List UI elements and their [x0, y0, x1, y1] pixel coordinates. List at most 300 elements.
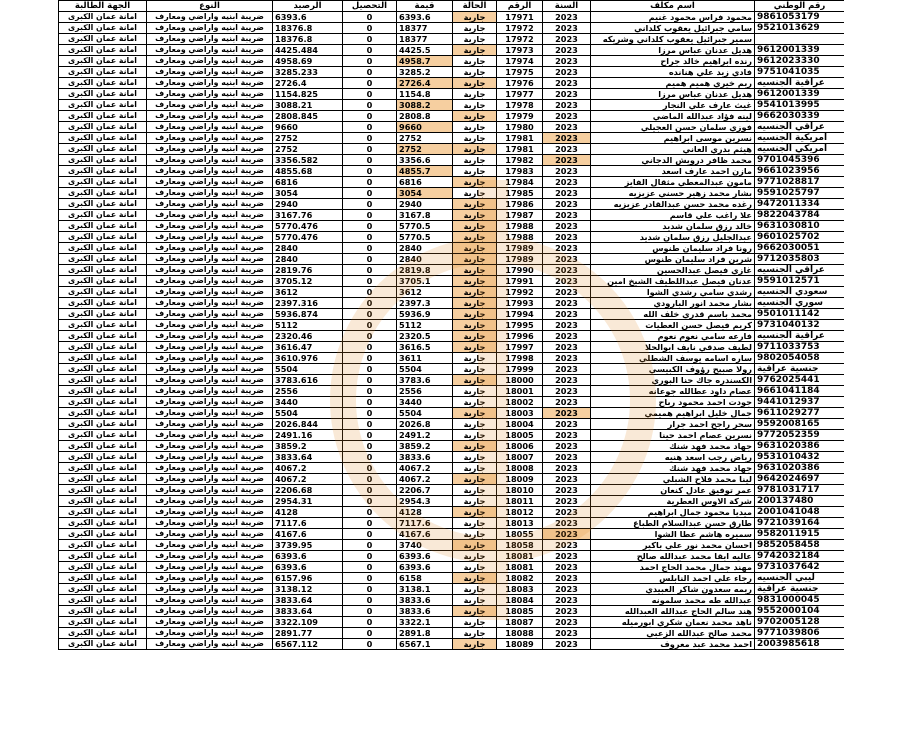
balance-cell: 6393.6 [273, 562, 343, 573]
value-cell: 9660 [397, 122, 453, 133]
type-cell: ضريبة ابنيه واراضي ومعارف [147, 408, 273, 419]
table-row [59, 573, 845, 584]
name-cell: جهاد محمد فهد شنك [591, 441, 755, 452]
value-cell: 3833.6 [397, 595, 453, 606]
balance-cell: 4958.69 [273, 56, 343, 67]
year-cell: 2023 [543, 353, 591, 364]
name-cell: سمير جبرائيل يعقوب كلداني وشريكه [591, 34, 755, 45]
national-id-cell: سوري الجنسيه [755, 298, 845, 309]
value-cell: 6393.6 [397, 562, 453, 573]
record-number-cell: 18082 [497, 573, 543, 584]
year-cell: 2023 [543, 309, 591, 320]
col-header-type: النوع [147, 1, 273, 12]
year-cell: 2023 [543, 34, 591, 45]
authority-cell: امانة عمان الكبرى [59, 122, 147, 133]
value-cell: 5770.5 [397, 232, 453, 243]
year-cell: 2023 [543, 463, 591, 474]
value-cell: 3054 [397, 188, 453, 199]
value-cell: 2026.8 [397, 419, 453, 430]
year-cell: 2023 [543, 287, 591, 298]
table-row [59, 551, 845, 562]
collection-cell: 0 [343, 133, 397, 144]
authority-cell: امانة عمان الكبرى [59, 56, 147, 67]
collection-cell: 0 [343, 23, 397, 34]
authority-cell: امانة عمان الكبرى [59, 309, 147, 320]
year-cell: 2023 [543, 419, 591, 430]
table-row [59, 562, 845, 573]
table-row [59, 298, 845, 309]
collection-cell: 0 [343, 298, 397, 309]
balance-cell: 3322.109 [273, 617, 343, 628]
status-cell: جارية [453, 254, 497, 265]
authority-cell: امانة عمان الكبرى [59, 595, 147, 606]
type-cell: ضريبة ابنيه واراضي ومعارف [147, 463, 273, 474]
year-cell: 2023 [543, 111, 591, 122]
table-row [59, 386, 845, 397]
collection-cell: 0 [343, 56, 397, 67]
balance-cell: 2726.4 [273, 78, 343, 89]
year-cell: 2023 [543, 45, 591, 56]
record-number-cell: 17984 [497, 177, 543, 188]
value-cell: 5504 [397, 364, 453, 375]
status-cell: جارية [453, 320, 497, 331]
record-number-cell: 18088 [497, 628, 543, 639]
type-cell: ضريبة ابنيه واراضي ومعارف [147, 276, 273, 287]
year-cell: 2023 [543, 507, 591, 518]
national-id-cell: 9611029277 [755, 408, 845, 419]
table-row [59, 496, 845, 507]
national-id-cell: 9861053179 [755, 12, 845, 23]
collection-cell: 0 [343, 573, 397, 584]
year-cell: 2023 [543, 452, 591, 463]
collection-cell: 0 [343, 232, 397, 243]
year-cell: 2023 [543, 199, 591, 210]
value-cell: 1154.8 [397, 89, 453, 100]
name-cell: رونا فراد سليمان طنوس [591, 243, 755, 254]
type-cell: ضريبة ابنيه واراضي ومعارف [147, 89, 273, 100]
value-cell: 3167.8 [397, 210, 453, 221]
name-cell: محمود فراس محمود غنيم [591, 12, 755, 23]
balance-cell: 3612 [273, 287, 343, 298]
national-id-cell: 9642024697 [755, 474, 845, 485]
national-id-cell: امريكية الجنسيه [755, 133, 845, 144]
authority-cell: امانة عمان الكبرى [59, 34, 147, 45]
status-cell: جارية [453, 155, 497, 166]
record-number-cell: 17974 [497, 56, 543, 67]
balance-cell: 2840 [273, 254, 343, 265]
table-row [59, 364, 845, 375]
name-cell: لطيف صدقي نايف ابوالحلا [591, 342, 755, 353]
national-id-cell: جنسية عراقية [755, 584, 845, 595]
value-cell: 2206.7 [397, 485, 453, 496]
status-cell: جارية [453, 78, 497, 89]
type-cell: ضريبة ابنيه واراضي ومعارف [147, 485, 273, 496]
national-id-cell: 9771039806 [755, 628, 845, 639]
year-cell: 2023 [543, 430, 591, 441]
collection-cell: 0 [343, 397, 397, 408]
value-cell: 2320.5 [397, 331, 453, 342]
year-cell: 2023 [543, 617, 591, 628]
balance-cell: 4167.6 [273, 529, 343, 540]
national-id-cell: جنسية عراقية [755, 364, 845, 375]
value-cell: 6393.6 [397, 551, 453, 562]
status-cell: جارية [453, 177, 497, 188]
status-cell: جارية [453, 56, 497, 67]
value-cell: 3616.5 [397, 342, 453, 353]
value-cell: 5112 [397, 320, 453, 331]
authority-cell: امانة عمان الكبرى [59, 408, 147, 419]
national-id-cell: عراقي الجنسيه [755, 122, 845, 133]
authority-cell: امانة عمان الكبرى [59, 353, 147, 364]
table-row [59, 639, 845, 650]
national-id-cell: 9591025797 [755, 188, 845, 199]
table-row [59, 78, 845, 89]
name-cell: بشار محمد زهير حسني عزيزيه [591, 188, 755, 199]
balance-cell: 3138.12 [273, 584, 343, 595]
name-cell: مهند جمال محمد الحاج احمد [591, 562, 755, 573]
status-cell: جارية [453, 144, 497, 155]
table-row [59, 265, 845, 276]
balance-cell: 2752 [273, 133, 343, 144]
name-cell: هديل عدنان عباس مرزا [591, 45, 755, 56]
collection-cell: 0 [343, 430, 397, 441]
authority-cell: امانة عمان الكبرى [59, 441, 147, 452]
table-row [59, 518, 845, 529]
year-cell: 2023 [543, 595, 591, 606]
record-number-cell: 17971 [497, 12, 543, 23]
collection-cell: 0 [343, 551, 397, 562]
year-cell: 2023 [543, 243, 591, 254]
record-number-cell: 17989 [497, 243, 543, 254]
year-cell: 2023 [543, 89, 591, 100]
record-number-cell: 17995 [497, 320, 543, 331]
authority-cell: امانة عمان الكبرى [59, 551, 147, 562]
name-cell: غازي فيصل عبدالحسين [591, 265, 755, 276]
year-cell: 2023 [543, 265, 591, 276]
collection-cell: 0 [343, 617, 397, 628]
year-cell: 2023 [543, 78, 591, 89]
national-id-cell: 9441012937 [755, 397, 845, 408]
authority-cell: امانة عمان الكبرى [59, 375, 147, 386]
name-cell: ساره اسامه يوسف الشطلي [591, 353, 755, 364]
national-id-cell: 9822043784 [755, 210, 845, 221]
year-cell: 2023 [543, 496, 591, 507]
year-cell: 2023 [543, 639, 591, 650]
status-cell: جارية [453, 199, 497, 210]
national-id-cell: امريكي الجنسيه [755, 144, 845, 155]
year-cell: 2023 [543, 386, 591, 397]
type-cell: ضريبة ابنيه واراضي ومعارف [147, 298, 273, 309]
national-id-cell: 9662030051 [755, 243, 845, 254]
national-id-cell: 9531010432 [755, 452, 845, 463]
value-cell: 4067.2 [397, 463, 453, 474]
table-row [59, 474, 845, 485]
status-cell: جارية [453, 595, 497, 606]
status-cell: جارية [453, 287, 497, 298]
authority-cell: امانة عمان الكبرى [59, 287, 147, 298]
national-id-cell: 9661023956 [755, 166, 845, 177]
type-cell: ضريبة ابنيه واراضي ومعارف [147, 45, 273, 56]
collection-cell: 0 [343, 12, 397, 23]
authority-cell: امانة عمان الكبرى [59, 320, 147, 331]
name-cell: فادي زيد علي هنانده [591, 67, 755, 78]
type-cell: ضريبة ابنيه واراضي ومعارف [147, 386, 273, 397]
type-cell: ضريبة ابنيه واراضي ومعارف [147, 617, 273, 628]
year-cell: 2023 [543, 12, 591, 23]
type-cell: ضريبة ابنيه واراضي ومعارف [147, 375, 273, 386]
value-cell: 5504 [397, 408, 453, 419]
type-cell: ضريبة ابنيه واراضي ومعارف [147, 551, 273, 562]
authority-cell: امانة عمان الكبرى [59, 518, 147, 529]
balance-cell: 4425.484 [273, 45, 343, 56]
status-cell: جارية [453, 573, 497, 584]
table-row [59, 177, 845, 188]
authority-cell: امانة عمان الكبرى [59, 507, 147, 518]
year-cell: 2023 [543, 518, 591, 529]
collection-cell: 0 [343, 243, 397, 254]
status-cell: جارية [453, 232, 497, 243]
record-number-cell: 18012 [497, 507, 543, 518]
status-cell: جارية [453, 364, 497, 375]
balance-cell: 6157.96 [273, 573, 343, 584]
status-cell: جارية [453, 342, 497, 353]
name-cell: بشار محمد انور البارودي [591, 298, 755, 309]
status-cell: جارية [453, 397, 497, 408]
balance-cell: 5936.874 [273, 309, 343, 320]
name-cell: ريم خيري هميم هميم [591, 78, 755, 89]
national-id-cell: ليبي الجنسيه [755, 573, 845, 584]
record-number-cell: 17993 [497, 298, 543, 309]
type-cell: ضريبة ابنيه واراضي ومعارف [147, 309, 273, 320]
year-cell: 2023 [543, 342, 591, 353]
balance-cell: 5504 [273, 408, 343, 419]
collection-cell: 0 [343, 353, 397, 364]
collection-cell: 0 [343, 221, 397, 232]
type-cell: ضريبة ابنيه واراضي ومعارف [147, 584, 273, 595]
type-cell: ضريبة ابنيه واراضي ومعارف [147, 595, 273, 606]
record-number-cell: 17986 [497, 199, 543, 210]
status-cell: جارية [453, 606, 497, 617]
record-number-cell: 18084 [497, 595, 543, 606]
year-cell: 2023 [543, 23, 591, 34]
authority-cell: امانة عمان الكبرى [59, 276, 147, 287]
name-cell: سحر راجح احمد جرار [591, 419, 755, 430]
name-cell: الكسندره جاك حنا البوري [591, 375, 755, 386]
value-cell: 3833.6 [397, 452, 453, 463]
collection-cell: 0 [343, 595, 397, 606]
year-cell: 2023 [543, 210, 591, 221]
value-cell: 3740 [397, 540, 453, 551]
table-row [59, 419, 845, 430]
table-row [59, 595, 845, 606]
record-number-cell: 17994 [497, 309, 543, 320]
type-cell: ضريبة ابنيه واراضي ومعارف [147, 430, 273, 441]
name-cell: جودت احمد محمود رباح [591, 397, 755, 408]
table-row [59, 45, 845, 56]
record-number-cell: 17990 [497, 265, 543, 276]
balance-cell: 4067.2 [273, 474, 343, 485]
status-cell: جارية [453, 45, 497, 56]
record-number-cell: 18004 [497, 419, 543, 430]
balance-cell: 2556 [273, 386, 343, 397]
collection-cell: 0 [343, 496, 397, 507]
national-id-cell: 9762025441 [755, 375, 845, 386]
value-cell: 4958.7 [397, 56, 453, 67]
name-cell: محمد ظافر درويش الدجاني [591, 155, 755, 166]
collection-cell: 0 [343, 529, 397, 540]
authority-cell: امانة عمان الكبرى [59, 628, 147, 639]
table-row [59, 254, 845, 265]
record-number-cell: 18005 [497, 430, 543, 441]
table-row [59, 122, 845, 133]
type-cell: ضريبة ابنيه واراضي ومعارف [147, 254, 273, 265]
value-cell: 2397.3 [397, 298, 453, 309]
collection-cell: 0 [343, 331, 397, 342]
national-id-cell: 9582011915 [755, 529, 845, 540]
balance-cell: 6567.112 [273, 639, 343, 650]
type-cell: ضريبة ابنيه واراضي ومعارف [147, 221, 273, 232]
table-row [59, 100, 845, 111]
national-id-cell: 9661041184 [755, 386, 845, 397]
status-cell: جارية [453, 276, 497, 287]
national-id-cell: 9612001339 [755, 89, 845, 100]
type-cell: ضريبة ابنيه واراضي ومعارف [147, 56, 273, 67]
status-cell: جارية [453, 67, 497, 78]
collection-cell: 0 [343, 122, 397, 133]
national-id-cell: 9772052359 [755, 430, 845, 441]
type-cell: ضريبة ابنيه واراضي ومعارف [147, 507, 273, 518]
authority-cell: امانة عمان الكبرى [59, 243, 147, 254]
collection-cell: 0 [343, 485, 397, 496]
collection-cell: 0 [343, 386, 397, 397]
table-row [59, 584, 845, 595]
name-cell: شرين فراد سليمان طنوس [591, 254, 755, 265]
name-cell: علا راغب علي قاسم [591, 210, 755, 221]
status-cell: جارية [453, 639, 497, 650]
record-number-cell: 17975 [497, 67, 543, 78]
record-number-cell: 17982 [497, 155, 543, 166]
record-number-cell: 17981 [497, 144, 543, 155]
type-cell: ضريبة ابنيه واراضي ومعارف [147, 364, 273, 375]
national-id-cell: 200137480 [755, 496, 845, 507]
col-header-name: اسم مكلف [591, 1, 755, 12]
table-row [59, 56, 845, 67]
collection-cell: 0 [343, 276, 397, 287]
balance-cell: 3167.76 [273, 210, 343, 221]
table-row [59, 144, 845, 155]
value-cell: 2940 [397, 199, 453, 210]
record-number-cell: 17998 [497, 353, 543, 364]
balance-cell: 9660 [273, 122, 343, 133]
record-number-cell: 18081 [497, 562, 543, 573]
status-cell: جارية [453, 529, 497, 540]
status-cell: جارية [453, 584, 497, 595]
collection-cell: 0 [343, 254, 397, 265]
balance-cell: 4855.68 [273, 166, 343, 177]
value-cell: 3783.6 [397, 375, 453, 386]
name-cell: مازن احمد عارف اسعد [591, 166, 755, 177]
status-cell: جارية [453, 386, 497, 397]
collection-cell: 0 [343, 265, 397, 276]
col-header-value: قيمة [397, 1, 453, 12]
type-cell: ضريبة ابنيه واراضي ومعارف [147, 188, 273, 199]
type-cell: ضريبة ابنيه واراضي ومعارف [147, 320, 273, 331]
authority-cell: امانة عمان الكبرى [59, 540, 147, 551]
balance-cell: 18376.8 [273, 34, 343, 45]
status-cell: جارية [453, 441, 497, 452]
table-row [59, 243, 845, 254]
authority-cell: امانة عمان الكبرى [59, 573, 147, 584]
name-cell: كريم فيصل حسن العطيات [591, 320, 755, 331]
value-cell: 2491.2 [397, 430, 453, 441]
national-id-cell: 9501011142 [755, 309, 845, 320]
record-number-cell: 18008 [497, 463, 543, 474]
type-cell: ضريبة ابنيه واراضي ومعارف [147, 23, 273, 34]
authority-cell: امانة عمان الكبرى [59, 639, 147, 650]
year-cell: 2023 [543, 529, 591, 540]
table-row [59, 133, 845, 144]
table-row [59, 155, 845, 166]
col-header-year: السنة [543, 1, 591, 12]
table-row [59, 430, 845, 441]
year-cell: 2023 [543, 364, 591, 375]
collection-cell: 0 [343, 408, 397, 419]
year-cell: 2023 [543, 606, 591, 617]
value-cell: 4855.7 [397, 166, 453, 177]
authority-cell: امانة عمان الكبرى [59, 100, 147, 111]
authority-cell: امانة عمان الكبرى [59, 89, 147, 100]
name-cell: ميديا محمود جمال ابراهيم [591, 507, 755, 518]
balance-cell: 2206.68 [273, 485, 343, 496]
balance-cell: 2808.845 [273, 111, 343, 122]
collection-cell: 0 [343, 419, 397, 430]
name-cell: غيث عارف علي النجار [591, 100, 755, 111]
year-cell: 2023 [543, 177, 591, 188]
table-row [59, 617, 845, 628]
name-cell: لينا محمد فلاح الشبلي [591, 474, 755, 485]
record-number-cell: 17999 [497, 364, 543, 375]
authority-cell: امانة عمان الكبرى [59, 177, 147, 188]
record-number-cell: 17972 [497, 23, 543, 34]
national-id-cell: 9541013995 [755, 100, 845, 111]
balance-cell: 3739.95 [273, 540, 343, 551]
collection-cell: 0 [343, 342, 397, 353]
type-cell: ضريبة ابنيه واراضي ومعارف [147, 265, 273, 276]
national-id-cell: 9751041035 [755, 67, 845, 78]
status-cell: جارية [453, 452, 497, 463]
year-cell: 2023 [543, 298, 591, 309]
type-cell: ضريبة ابنيه واراضي ومعارف [147, 199, 273, 210]
national-id-cell: 9731037642 [755, 562, 845, 573]
value-cell: 2840 [397, 243, 453, 254]
type-cell: ضريبة ابنيه واراضي ومعارف [147, 441, 273, 452]
year-cell: 2023 [543, 254, 591, 265]
collection-cell: 0 [343, 210, 397, 221]
record-number-cell: 17992 [497, 287, 543, 298]
record-number-cell: 18055 [497, 529, 543, 540]
name-cell: جهاد محمد فهد شنك [591, 463, 755, 474]
name-cell: هديل عدنان عباس مرزا [591, 89, 755, 100]
national-id-cell: 9631030810 [755, 221, 845, 232]
status-cell: جارية [453, 331, 497, 342]
table-row [59, 408, 845, 419]
year-cell: 2023 [543, 474, 591, 485]
year-cell: 2023 [543, 584, 591, 595]
status-cell: جارية [453, 518, 497, 529]
year-cell: 2023 [543, 628, 591, 639]
balance-cell: 7117.6 [273, 518, 343, 529]
value-cell: 2819.8 [397, 265, 453, 276]
